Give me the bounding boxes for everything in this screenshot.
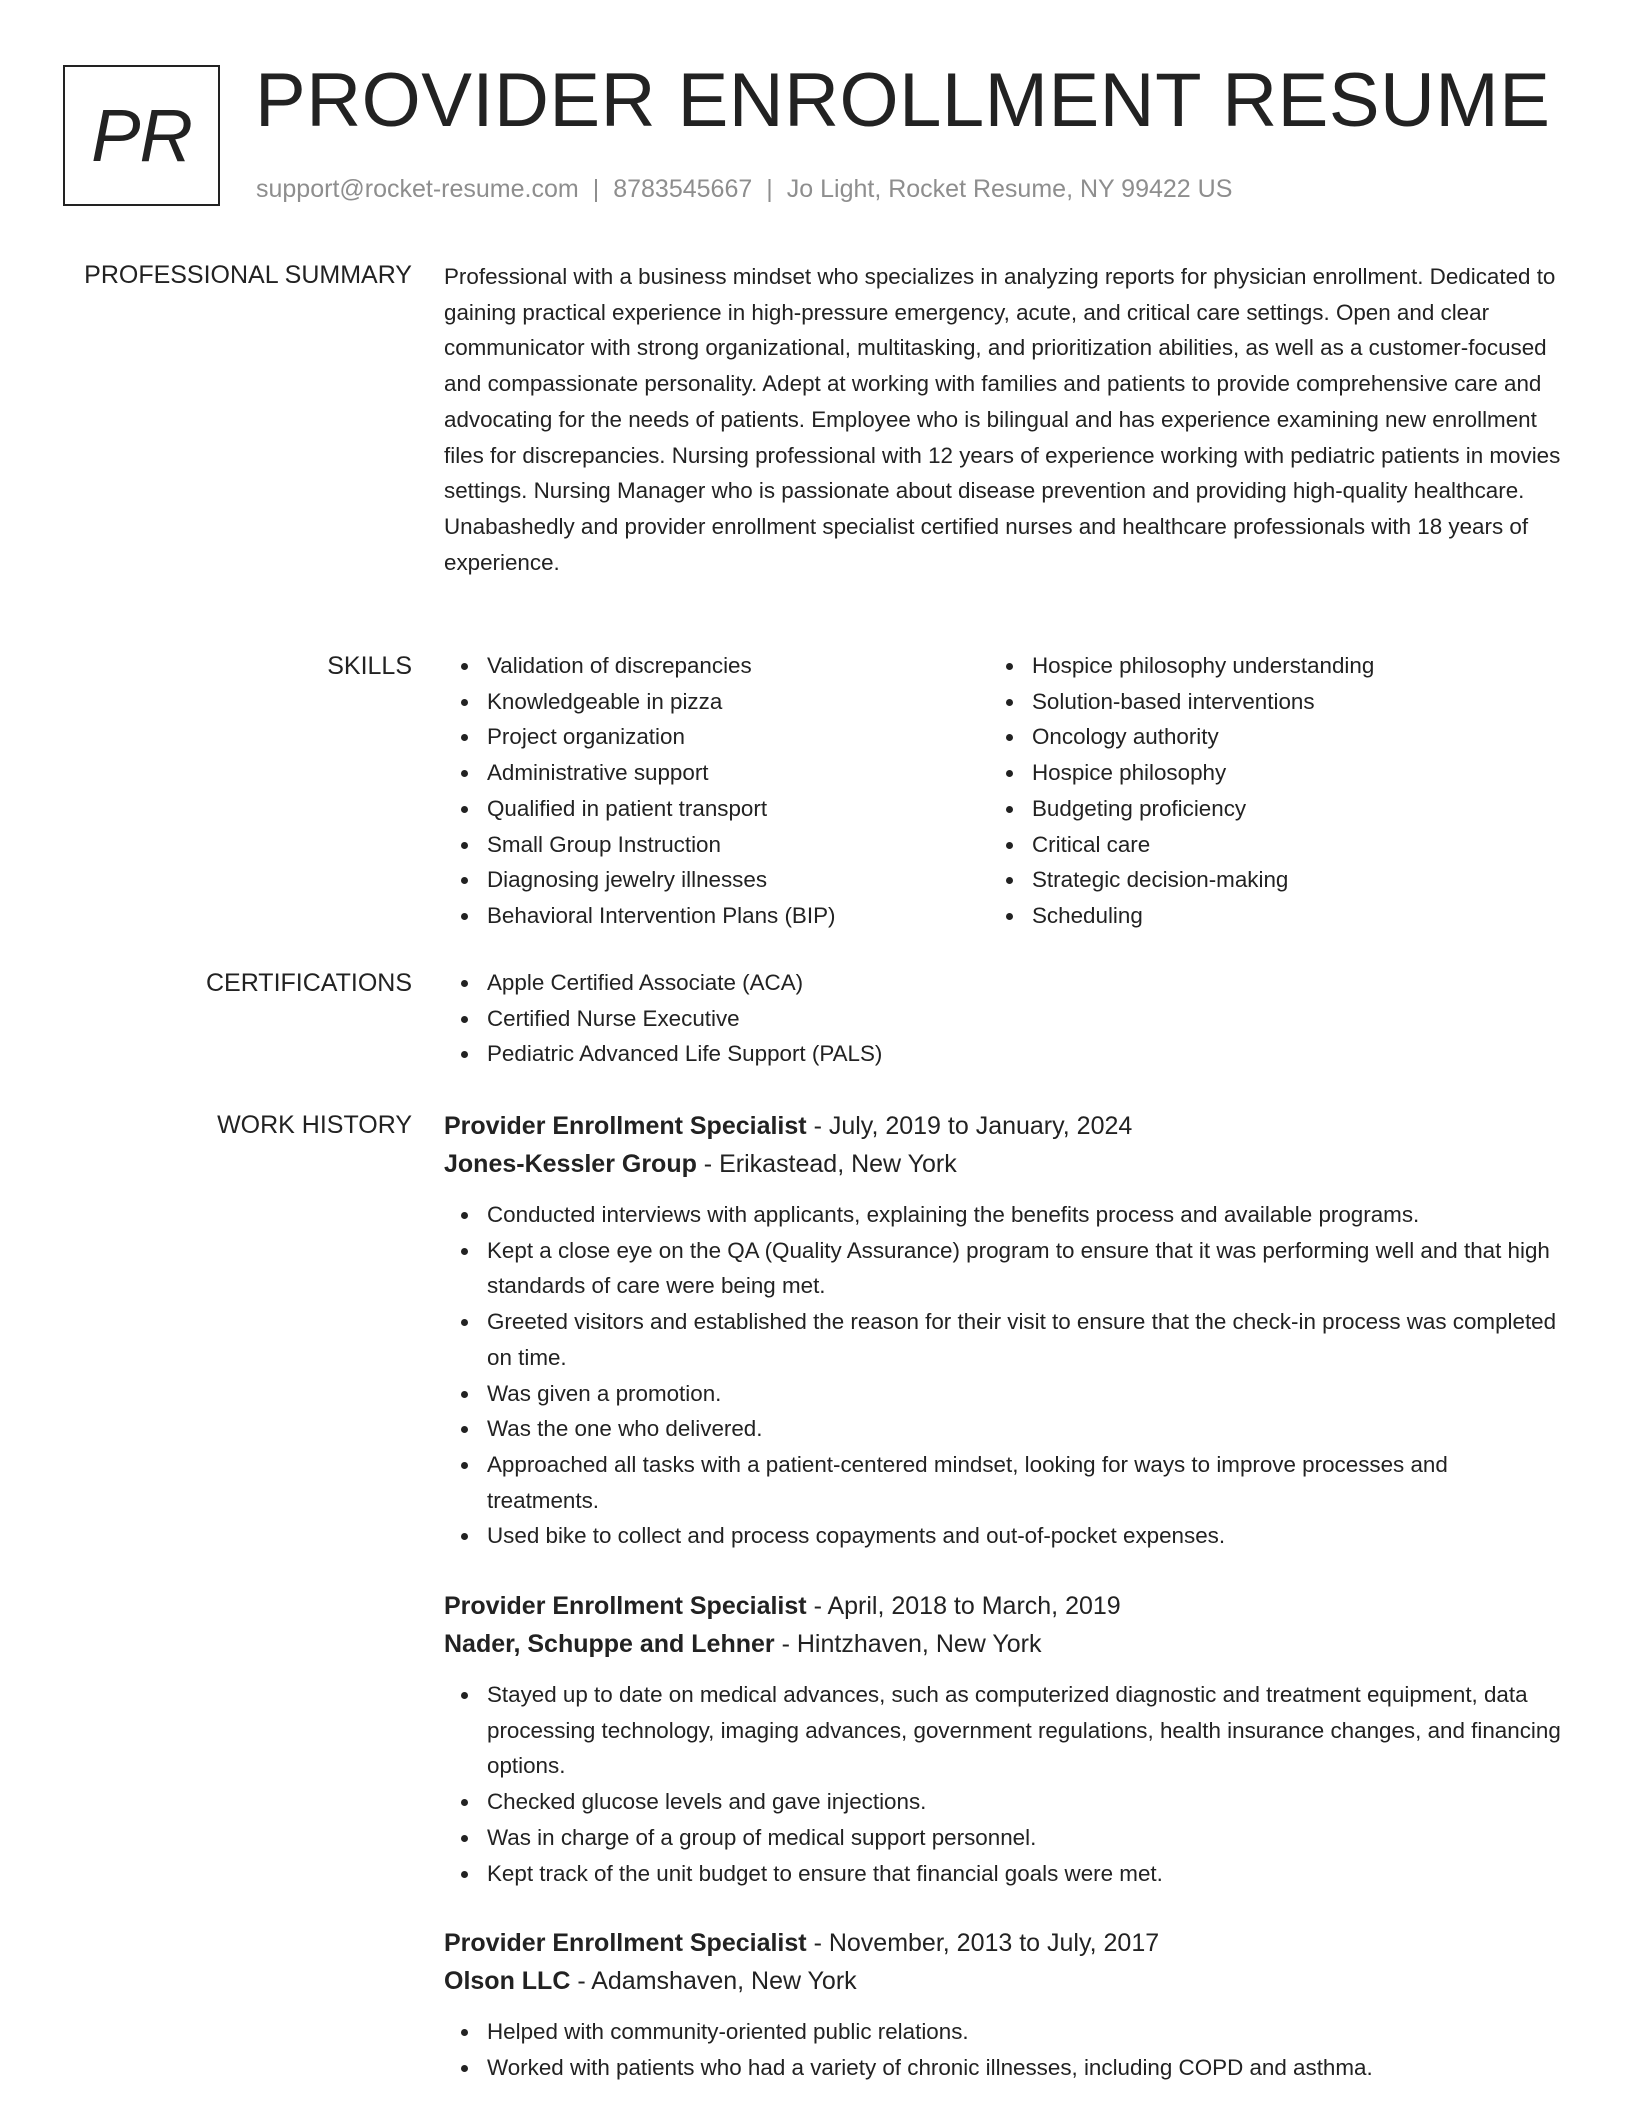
- summary-text: Professional with a business mindset who specializes in analyzing reports for physician enrollment. Dedicated to gaining practical experience in high-pressure emergency, acute, and critical care settings. Open and clear communicator with strong organizational, multitasking, and prioritization abilities, as well as a customer-focused and compassionate personality. Adept at working with families and patients to provide comprehensive care and advocating for the needs of patients. Employee who is bilingual and has experience examining new enrollment files for discrepancies. Nursing professional with 12 years of experience working with pediatric patients in movies settings. Nursing Manager who is passionate about disease prevention and providing high-quality healthcare. Unabashedly and provider enrollment specialist certified nurses and healthcare professionals with 18 years of experience.: [444, 264, 1561, 575]
- list-item: Validation of discrepancies: [487, 648, 989, 684]
- list-item: Conducted interviews with applicants, explaining the benefits process and available programs.: [487, 1197, 1564, 1233]
- list-item: Certified Nurse Executive: [487, 1001, 1564, 1037]
- job-title-line: [444, 1924, 1564, 1962]
- list-item: Was in charge of a group of medical support personnel.: [487, 1820, 1564, 1856]
- job-entry: [444, 1107, 1564, 1554]
- job-dates: - July, 2019 to January, 2024: [806, 1112, 1133, 1140]
- job-entry: [444, 1924, 1564, 2085]
- monogram-initials: PR: [91, 94, 192, 177]
- job-title: Provider Enrollment Specialist: [444, 1112, 807, 1140]
- job-company: Nader, Schuppe and Lehner: [444, 1630, 775, 1659]
- job-company: Jones-Kessler Group: [444, 1150, 697, 1178]
- list-item: Hospice philosophy: [1032, 755, 1534, 791]
- skills-grid: [444, 648, 1564, 934]
- list-item: Apple Certified Associate (ACA): [487, 965, 1564, 1001]
- contact-email[interactable]: support@rocket-resume.com: [256, 175, 579, 203]
- monogram-box: [63, 65, 220, 206]
- contact-phone[interactable]: 8783545667: [613, 175, 753, 203]
- job-location: - Hintzhaven, New York: [774, 1630, 1042, 1659]
- job-company-line: [444, 1962, 1564, 2000]
- job-dates: - April, 2018 to March, 2019: [806, 1592, 1121, 1621]
- job-bullets: [444, 2014, 1564, 2085]
- list-item: Greeted visitors and established the reason for their visit to ensure that the check-in process was completed on time.: [487, 1304, 1564, 1375]
- list-item: Strategic decision-making: [1032, 862, 1534, 898]
- job-company: Olson LLC: [444, 1967, 571, 1996]
- list-item: Oncology authority: [1032, 719, 1534, 755]
- list-item: Pediatric Advanced Life Support (PALS): [487, 1036, 1564, 1072]
- job-title: Provider Enrollment Specialist: [444, 1592, 807, 1621]
- certifications-list: [444, 965, 1564, 1072]
- job-location: - Adamshaven, New York: [570, 1967, 857, 1996]
- list-item: Was the one who delivered.: [487, 1411, 1564, 1447]
- job-title-line: [444, 1107, 1564, 1145]
- contact-separator: |: [592, 175, 600, 203]
- job-bullets: [444, 1677, 1564, 1891]
- list-item: Qualified in patient transport: [487, 791, 989, 827]
- skills-list-left: [444, 648, 989, 934]
- job-company-line: [444, 1625, 1564, 1663]
- list-item: Used bike to collect and process copayments and out-of-pocket expenses.: [487, 1518, 1564, 1554]
- list-item: Hospice philosophy understanding: [1032, 648, 1534, 684]
- work-history-heading: WORK HISTORY: [217, 1111, 412, 1139]
- contact-address: Jo Light, Rocket Resume, NY 99422 US: [786, 175, 1233, 203]
- list-item: Solution-based interventions: [1032, 684, 1534, 720]
- list-item: Was given a promotion.: [487, 1376, 1564, 1412]
- skills-heading: SKILLS: [327, 652, 412, 680]
- list-item: Knowledgeable in pizza: [487, 684, 989, 720]
- skills-list-right: [989, 648, 1534, 934]
- job-bullets: [444, 1197, 1564, 1554]
- list-item: Administrative support: [487, 755, 989, 791]
- job-title: Provider Enrollment Specialist: [444, 1929, 807, 1958]
- list-item: Helped with community-oriented public relations.: [487, 2014, 1564, 2050]
- list-item: Critical care: [1032, 827, 1534, 863]
- list-item: Stayed up to date on medical advances, such as computerized diagnostic and treatment equipment, data processing technology, imaging advances, government regulations, health insurance changes, and financing options.: [487, 1677, 1564, 1784]
- job-location: - Erikastead, New York: [696, 1150, 957, 1178]
- list-item: Checked glucose levels and gave injections.: [487, 1784, 1564, 1820]
- resume-title: PROVIDER ENROLLMENT RESUME: [255, 58, 1551, 143]
- job-entry: [444, 1587, 1564, 1891]
- list-item: Diagnosing jewelry illnesses: [487, 862, 989, 898]
- job-title-line: [444, 1587, 1564, 1625]
- list-item: Kept a close eye on the QA (Quality Assurance) program to ensure that it was performing well and that high standards of care were being met.: [487, 1233, 1564, 1304]
- list-item: Approached all tasks with a patient-centered mindset, looking for ways to improve processes and treatments.: [487, 1447, 1564, 1518]
- summary-heading: PROFESSIONAL SUMMARY: [84, 261, 412, 289]
- list-item: Budgeting proficiency: [1032, 791, 1534, 827]
- list-item: Project organization: [487, 719, 989, 755]
- list-item: Small Group Instruction: [487, 827, 989, 863]
- job-company-line: [444, 1145, 1564, 1183]
- contact-separator: |: [766, 175, 773, 203]
- list-item: Behavioral Intervention Plans (BIP): [487, 898, 989, 934]
- list-item: Scheduling: [1032, 898, 1534, 934]
- list-item: Worked with patients who had a variety of chronic illnesses, including COPD and asthma.: [487, 2050, 1564, 2086]
- certifications-heading: CERTIFICATIONS: [205, 969, 412, 997]
- list-item: Kept track of the unit budget to ensure that financial goals were met.: [487, 1856, 1564, 1892]
- contact-line: [256, 172, 1232, 206]
- job-dates: - November, 2013 to July, 2017: [806, 1929, 1160, 1958]
